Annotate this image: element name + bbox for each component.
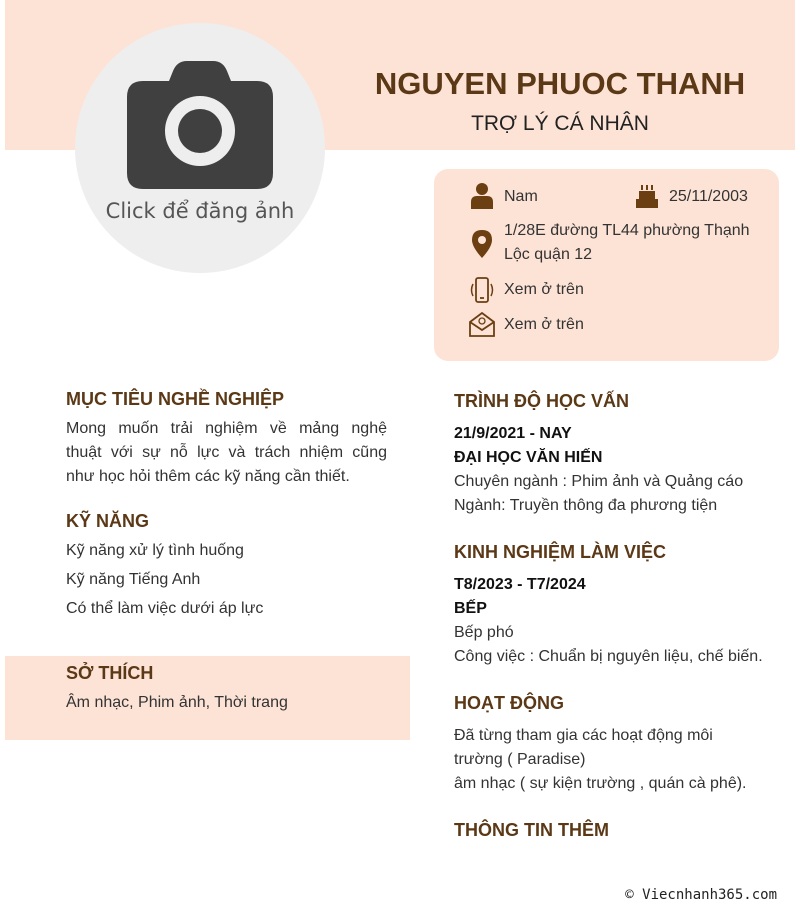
phone-value: Xem ở trên bbox=[504, 281, 584, 298]
skill-item: Kỹ năng xử lý tình huống bbox=[66, 542, 244, 559]
experience-company: BẾP bbox=[454, 600, 487, 617]
birthday-value: 25/11/2003 bbox=[669, 188, 748, 205]
skill-item: Kỹ năng Tiếng Anh bbox=[66, 571, 201, 588]
experience-position: Bếp phó bbox=[454, 624, 514, 641]
birthday-cake-icon bbox=[635, 184, 659, 208]
person-icon bbox=[470, 183, 494, 209]
hobbies-title: SỞ THÍCH bbox=[66, 663, 154, 683]
email-envelope-icon bbox=[469, 311, 495, 337]
education-title: TRÌNH ĐỘ HỌC VẤN bbox=[454, 391, 629, 411]
objective-title: MỤC TIÊU NGHỀ NGHIỆP bbox=[66, 389, 285, 409]
candidate-role: TRỢ LÝ CÁ NHÂN bbox=[471, 112, 649, 135]
camera-icon bbox=[125, 59, 275, 191]
activities-title: HOẠT ĐỘNG bbox=[454, 693, 564, 713]
skills-title: KỸ NĂNG bbox=[66, 511, 150, 531]
contact-info-box bbox=[434, 169, 779, 361]
objective-line: như học hỏi thêm các kỹ năng cần thiết. bbox=[66, 468, 350, 485]
footer-copyright: © Viecnhanh365.com bbox=[625, 887, 777, 903]
address-line-2: Lộc quận 12 bbox=[504, 246, 593, 263]
more-info-title: THÔNG TIN THÊM bbox=[454, 820, 609, 840]
address-line-1: 1/28E đường TL44 phường Thạnh bbox=[504, 222, 750, 239]
skill-item: Có thể làm việc dưới áp lực bbox=[66, 600, 264, 617]
activities-line: trường ( Paradise) bbox=[454, 751, 586, 768]
email-value: Xem ở trên bbox=[504, 316, 584, 333]
photo-upload[interactable] bbox=[75, 23, 325, 273]
location-pin-icon bbox=[471, 230, 493, 258]
hobbies-text: Âm nhạc, Phim ảnh, Thời trang bbox=[66, 694, 288, 711]
phone-icon bbox=[468, 277, 496, 303]
candidate-name: NGUYEN PHUOC THANH bbox=[374, 66, 746, 101]
education-school: ĐẠI HỌC VĂN HIẾN bbox=[454, 449, 603, 466]
education-period: 21/9/2021 - NAY bbox=[454, 425, 572, 442]
experience-title: KINH NGHIỆM LÀM VIỆC bbox=[454, 542, 667, 562]
gender-value: Nam bbox=[504, 188, 538, 205]
activities-line: âm nhạc ( sự kiện trường , quán cà phê). bbox=[454, 775, 747, 792]
photo-upload-label: Click để đăng ảnh bbox=[105, 199, 295, 223]
activities-line: Đã từng tham gia các hoạt động môi bbox=[454, 727, 713, 744]
objective-text bbox=[66, 417, 387, 489]
education-major: Ngành: Truyền thông đa phương tiện bbox=[454, 497, 718, 514]
education-specialization: Chuyên ngành : Phim ảnh và Quảng cáo bbox=[454, 473, 744, 490]
experience-period: T8/2023 - T7/2024 bbox=[454, 576, 586, 593]
experience-duties: Công việc : Chuẩn bị nguyên liệu, chế biến. bbox=[454, 648, 763, 665]
objective-line: Mong muốn trải nghiệm về mảng nghệ bbox=[66, 420, 387, 437]
objective-line: thuật với sự nỗ lực và trách nhiệm cũng bbox=[66, 444, 387, 461]
